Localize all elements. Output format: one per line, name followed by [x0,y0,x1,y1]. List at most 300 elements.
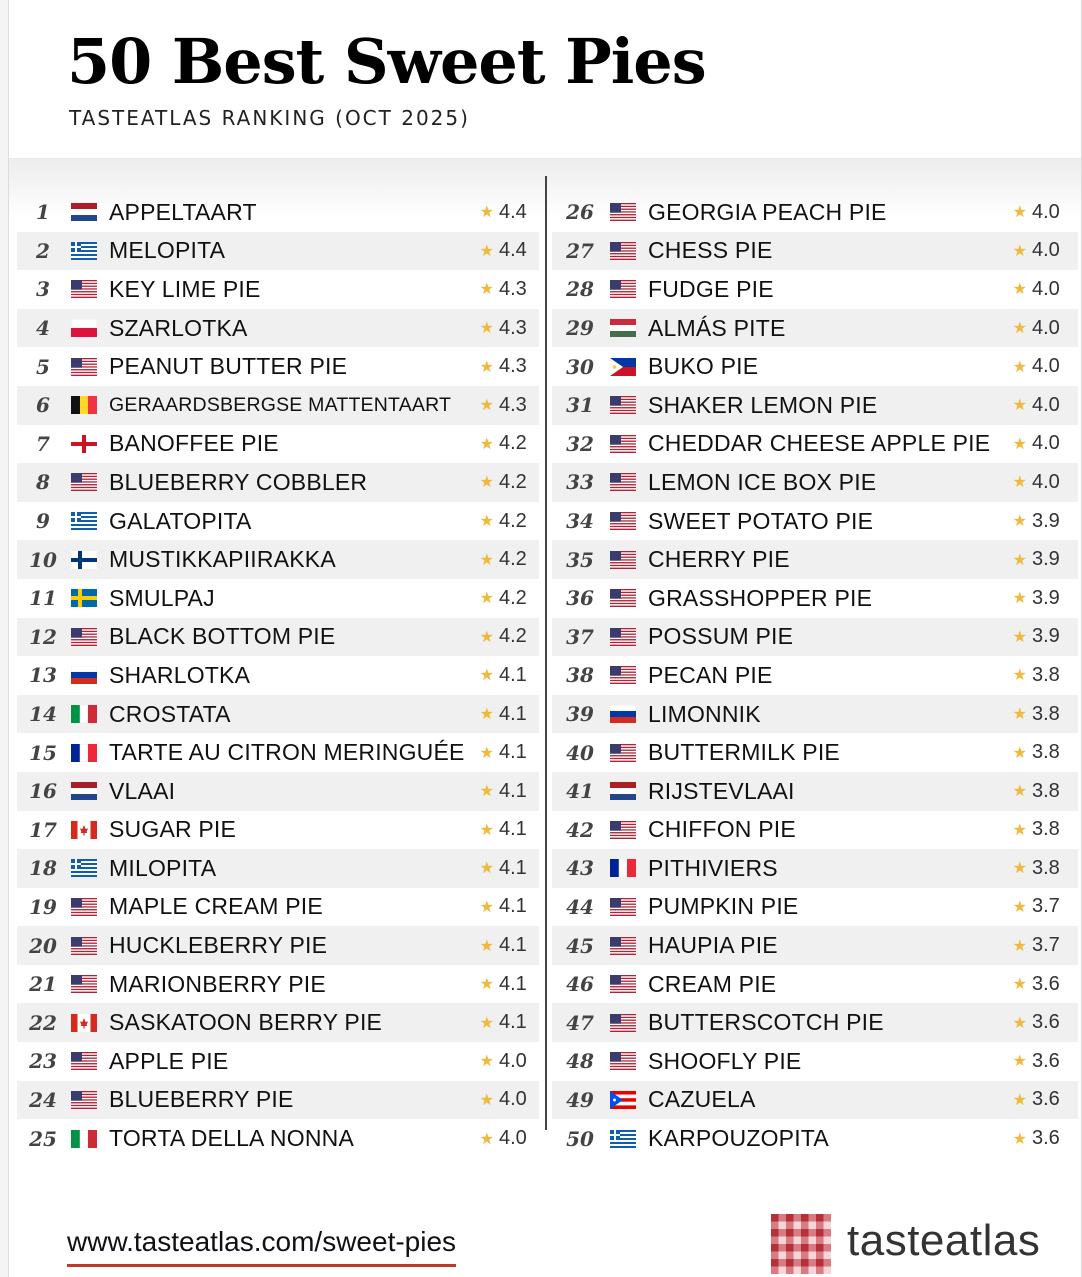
ranking-row[interactable] [552,811,1078,850]
rank-number: 8 [36,470,50,495]
flag-us-icon [71,937,97,955]
pie-name[interactable]: PECAN PIE [648,661,773,688]
star-icon: ★ [479,898,494,916]
rank-number: 4 [36,316,50,341]
star-icon: ★ [479,242,494,260]
pie-name[interactable]: ALMÁS PITE [648,314,786,341]
rating-value: 3.6 [1032,1011,1060,1034]
flag-pl-icon [71,319,97,337]
rank-number: 1 [36,200,50,225]
page-subtitle: TASTEATLAS RANKING (OCT 2025) [69,106,470,130]
star-icon: ★ [1012,1130,1027,1148]
star-icon: ★ [479,821,494,839]
ranking-row[interactable] [552,1119,1078,1158]
rating-value: 4.2 [499,509,527,532]
rating-value: 3.7 [1032,934,1060,957]
rating-value: 4.1 [499,741,527,764]
rank-number: 23 [29,1049,57,1074]
star-icon: ★ [479,513,494,531]
pie-name[interactable]: GALATOPITA [109,507,252,534]
ranking-row[interactable] [552,888,1078,927]
ranking-row[interactable] [552,656,1078,695]
star-icon: ★ [479,358,494,376]
column-divider [545,176,547,1130]
pie-name[interactable]: SHARLOTKA [109,661,251,688]
ranking-row[interactable] [552,309,1078,348]
rating-value: 4.0 [1032,277,1060,300]
flag-us-icon [71,473,97,491]
pie-name[interactable]: BLUEBERRY PIE [109,1086,294,1113]
pie-name[interactable]: MUSTIKKAPIIRAKKA [109,546,336,573]
flag-nl-icon [71,782,97,800]
rank-number: 32 [566,431,594,456]
ranking-row[interactable] [17,618,539,657]
flag-se-icon [71,589,97,607]
ranking-row[interactable] [17,849,539,888]
star-icon: ★ [1012,435,1027,453]
rank-number: 3 [36,277,50,302]
rating-value: 3.7 [1032,895,1060,918]
ranking-row[interactable] [17,270,539,309]
pie-name[interactable]: SHAKER LEMON PIE [648,391,878,418]
ranking-row[interactable] [552,270,1078,309]
pie-name[interactable]: BLACK BOTTOM PIE [109,623,336,650]
ranking-row[interactable] [17,772,539,811]
pie-name[interactable]: POSSUM PIE [648,623,794,650]
flag-pr-icon [610,1091,636,1109]
flag-hu-icon [610,319,636,337]
pie-name[interactable]: CHEDDAR CHEESE APPLE PIE [648,430,991,457]
pie-name[interactable]: HAUPIA PIE [648,932,778,959]
pie-name[interactable]: PITHIVIERS [648,854,778,881]
flag-us-icon [610,512,636,530]
flag-us-icon [71,628,97,646]
rank-number: 48 [566,1049,594,1074]
flag-us-icon [610,242,636,260]
ranking-row[interactable] [552,347,1078,386]
star-icon: ★ [1012,474,1027,492]
star-icon: ★ [1012,242,1027,260]
flag-us-icon [610,473,636,491]
rank-number: 49 [566,1087,594,1112]
ranking-row[interactable] [552,463,1078,502]
pie-name[interactable]: MELOPITA [109,237,226,264]
ranking-row[interactable] [552,733,1078,772]
rank-number: 19 [29,894,57,919]
pie-name[interactable]: LEMON ICE BOX PIE [648,468,877,495]
flag-gr-icon [71,859,97,877]
rating-value: 3.8 [1032,779,1060,802]
ranking-row[interactable] [17,926,539,965]
flag-nl-icon [610,782,636,800]
rating-value: 3.8 [1032,856,1060,879]
rating-value: 4.1 [499,663,527,686]
pie-name[interactable]: VLAAI [109,777,176,804]
star-icon: ★ [1012,358,1027,376]
rating-value: 4.0 [499,1088,527,1111]
rating-value: 4.1 [499,972,527,995]
rank-number: 46 [566,972,594,997]
rank-number: 41 [566,779,594,804]
ranking-row[interactable] [17,579,539,618]
ranking-row[interactable] [552,193,1078,232]
ranking-row[interactable] [17,309,539,348]
rating-value: 4.0 [1032,470,1060,493]
star-icon: ★ [1012,667,1027,685]
star-icon: ★ [479,397,494,415]
rating-value: 4.0 [1032,355,1060,378]
flag-us-icon [610,203,636,221]
pie-name[interactable]: GEORGIA PEACH PIE [648,198,887,225]
pie-name[interactable]: CHESS PIE [648,237,773,264]
star-icon: ★ [479,1053,494,1071]
rank-number: 21 [29,972,57,997]
pie-name[interactable]: FUDGE PIE [648,275,774,302]
rank-number: 11 [29,586,57,611]
star-icon: ★ [479,1014,494,1032]
star-icon: ★ [479,1130,494,1148]
rank-number: 13 [29,663,57,688]
flag-it-icon [71,705,97,723]
rating-value: 3.8 [1032,818,1060,841]
flag-us-icon [610,666,636,684]
rating-value: 3.6 [1032,1127,1060,1150]
ranking-row[interactable] [17,540,539,579]
ranking-column-left [17,193,539,1158]
ranking-row[interactable] [17,811,539,850]
rank-number: 17 [29,817,57,842]
flag-us-icon [71,1052,97,1070]
flag-nl-icon [71,203,97,221]
rank-number: 14 [29,702,57,727]
rank-number: 40 [566,740,594,765]
star-icon: ★ [1012,281,1027,299]
rank-number: 37 [566,624,594,649]
ranking-row[interactable] [17,502,539,541]
ranking-row[interactable] [17,1119,539,1158]
flag-en-icon [71,435,97,453]
pie-name[interactable]: MAPLE CREAM PIE [109,893,323,920]
star-icon: ★ [1012,513,1027,531]
flag-fi-icon [71,551,97,569]
rating-value: 4.0 [499,1049,527,1072]
pie-name[interactable]: RIJSTEVLAAI [648,777,795,804]
rating-value: 4.0 [1032,432,1060,455]
rating-value: 4.2 [499,625,527,648]
ranking-row[interactable] [552,1081,1078,1120]
ranking-row[interactable] [552,772,1078,811]
ranking-row[interactable] [552,425,1078,464]
rating-value: 4.0 [1032,200,1060,223]
rating-value: 4.3 [499,277,527,300]
pie-name[interactable]: SASKATOON BERRY PIE [109,1009,383,1036]
flag-us-icon [71,1091,97,1109]
rank-number: 43 [566,856,594,881]
rank-number: 38 [566,663,594,688]
rating-value: 4.3 [499,355,527,378]
rank-number: 33 [566,470,594,495]
rating-value: 3.6 [1032,1088,1060,1111]
star-icon: ★ [479,435,494,453]
rank-number: 50 [566,1126,594,1151]
pie-name[interactable]: PUMPKIN PIE [648,893,799,920]
rating-value: 4.1 [499,702,527,725]
rating-value: 4.3 [499,316,527,339]
star-icon: ★ [1012,783,1027,801]
rank-number: 20 [29,933,57,958]
ranking-row[interactable] [17,193,539,232]
pie-name[interactable]: BUTTERSCOTCH PIE [648,1009,884,1036]
pie-name[interactable]: HUCKLEBERRY PIE [109,932,328,959]
ranking-row[interactable] [552,1003,1078,1042]
rating-value: 4.0 [1032,393,1060,416]
flag-fr-icon [610,859,636,877]
flag-us-icon [610,821,636,839]
flag-be-icon [71,396,97,414]
rank-number: 26 [566,200,594,225]
ranking-row[interactable] [17,733,539,772]
ranking-row[interactable] [17,425,539,464]
pie-name[interactable]: BUTTERMILK PIE [648,739,840,766]
rating-value: 4.2 [499,432,527,455]
flag-us-icon [71,358,97,376]
pie-name[interactable]: BANOFFEE PIE [109,430,279,457]
star-icon: ★ [479,744,494,762]
rating-value: 3.8 [1032,663,1060,686]
flag-gr-icon [71,242,97,260]
rank-number: 16 [29,779,57,804]
flag-us-icon [610,280,636,298]
rank-number: 6 [36,393,50,418]
footer-url-link[interactable]: www.tasteatlas.com/sweet-pies [67,1226,456,1267]
star-icon: ★ [1012,551,1027,569]
rank-number: 24 [29,1087,57,1112]
flag-it-icon [71,1130,97,1148]
pie-name[interactable]: TARTE AU CITRON MERINGUÉE [109,739,465,766]
rating-value: 3.9 [1032,625,1060,648]
ranking-row[interactable] [17,347,539,386]
flag-ph-icon [610,358,636,376]
ranking-row[interactable] [552,849,1078,888]
rank-number: 42 [566,817,594,842]
pie-name[interactable]: GERAARDSBERGSE MATTENTAART [109,393,452,416]
checkered-tablecloth-icon [771,1214,831,1274]
ranking-row[interactable] [552,965,1078,1004]
ranking-row[interactable] [17,1003,539,1042]
ranking-row[interactable] [17,695,539,734]
rank-number: 18 [29,856,57,881]
pie-name[interactable]: MILOPITA [109,854,217,881]
rating-value: 4.2 [499,548,527,571]
rating-value: 3.9 [1032,586,1060,609]
star-icon: ★ [479,706,494,724]
pie-name[interactable]: SZARLOTKA [109,314,248,341]
star-icon: ★ [1012,590,1027,608]
pie-name[interactable]: LIMONNIK [648,700,761,727]
pie-name[interactable]: PEANUT BUTTER PIE [109,353,348,380]
star-icon: ★ [479,783,494,801]
rank-number: 15 [29,740,57,765]
rank-number: 34 [566,509,594,534]
ranking-row[interactable] [552,502,1078,541]
rank-number: 44 [566,894,594,919]
pie-name[interactable]: KEY LIME PIE [109,275,261,302]
rating-value: 4.1 [499,1011,527,1034]
rank-number: 29 [566,316,594,341]
page-title: 50 Best Sweet Pies [67,25,706,98]
rank-number: 5 [36,354,50,379]
flag-us-icon [610,975,636,993]
star-icon: ★ [479,667,494,685]
flag-us-icon [610,744,636,762]
flag-ru-icon [610,705,636,723]
pie-name[interactable]: CHIFFON PIE [648,816,796,843]
rank-number: 45 [566,933,594,958]
pie-name[interactable]: APPELTAART [109,198,257,225]
star-icon: ★ [479,551,494,569]
star-icon: ★ [479,628,494,646]
ranking-row[interactable] [17,656,539,695]
rating-value: 3.9 [1032,509,1060,532]
star-icon: ★ [1012,976,1027,994]
rank-number: 2 [36,238,50,263]
rank-number: 47 [566,1010,594,1035]
flag-us-icon [610,551,636,569]
rank-number: 39 [566,702,594,727]
rating-value: 4.1 [499,818,527,841]
star-icon: ★ [1012,1014,1027,1032]
pie-name[interactable]: TORTA DELLA NONNA [109,1125,354,1152]
pie-name[interactable]: BUKO PIE [648,353,759,380]
star-icon: ★ [1012,1053,1027,1071]
ranking-row[interactable] [552,579,1078,618]
ranking-row[interactable] [17,232,539,271]
star-icon: ★ [1012,320,1027,338]
ranking-row[interactable] [552,232,1078,271]
ranking-row[interactable] [17,965,539,1004]
brand-logo-text: tasteatlas [847,1216,1041,1265]
ranking-page [8,0,1082,1277]
rank-number: 36 [566,586,594,611]
pie-name[interactable]: KARPOUZOPITA [648,1125,829,1152]
rank-number: 31 [566,393,594,418]
flag-us-icon [610,589,636,607]
star-icon: ★ [479,204,494,222]
rating-value: 4.1 [499,779,527,802]
pie-name[interactable]: BLUEBERRY COBBLER [109,468,368,495]
flag-us-icon [610,1014,636,1032]
rank-number: 10 [29,547,57,572]
ranking-row[interactable] [17,386,539,425]
star-icon: ★ [479,281,494,299]
pie-name[interactable]: SUGAR PIE [109,816,237,843]
pie-name[interactable]: CREAM PIE [648,970,777,997]
star-icon: ★ [479,976,494,994]
star-icon: ★ [1012,628,1027,646]
rating-value: 4.3 [499,393,527,416]
star-icon: ★ [1012,744,1027,762]
flag-us-icon [610,628,636,646]
ranking-row[interactable] [17,463,539,502]
pie-name[interactable]: SWEET POTATO PIE [648,507,874,534]
rank-number: 27 [566,238,594,263]
flag-us-icon [610,937,636,955]
star-icon: ★ [479,590,494,608]
ranking-row[interactable] [552,1042,1078,1081]
ranking-row[interactable] [552,695,1078,734]
flag-gr-icon [71,512,97,530]
ranking-row[interactable] [17,1042,539,1081]
rank-number: 22 [29,1010,57,1035]
rating-value: 4.0 [499,1127,527,1150]
ranking-row[interactable] [552,926,1078,965]
star-icon: ★ [1012,860,1027,878]
star-icon: ★ [1012,937,1027,955]
flag-gr-icon [610,1130,636,1148]
star-icon: ★ [479,1091,494,1109]
ranking-column-right [552,193,1078,1158]
rating-value: 4.2 [499,470,527,493]
rating-value: 4.4 [499,239,527,262]
star-icon: ★ [479,474,494,492]
rating-value: 4.4 [499,200,527,223]
flag-fr-icon [71,744,97,762]
rank-number: 7 [36,431,50,456]
pie-name[interactable]: SHOOFLY PIE [648,1047,802,1074]
flag-us-icon [610,396,636,414]
pie-name[interactable]: MARIONBERRY PIE [109,970,326,997]
ranking-row[interactable] [552,618,1078,657]
ranking-list [9,158,1081,1178]
flag-us-icon [71,280,97,298]
flag-ca-icon [71,821,97,839]
flag-ca-icon [71,1014,97,1032]
flag-us-icon [610,1052,636,1070]
rating-value: 3.8 [1032,741,1060,764]
star-icon: ★ [1012,1091,1027,1109]
rating-value: 4.2 [499,586,527,609]
pie-name[interactable]: CHERRY PIE [648,546,790,573]
rating-value: 4.0 [1032,239,1060,262]
star-icon: ★ [1012,898,1027,916]
ranking-row[interactable] [17,888,539,927]
ranking-row[interactable] [17,1081,539,1120]
pie-name[interactable]: GRASSHOPPER PIE [648,584,873,611]
star-icon: ★ [479,860,494,878]
rating-value: 4.0 [1032,316,1060,339]
star-icon: ★ [479,320,494,338]
rating-value: 4.1 [499,856,527,879]
rank-number: 9 [36,509,50,534]
flag-us-icon [610,435,636,453]
star-icon: ★ [1012,821,1027,839]
rank-number: 35 [566,547,594,572]
rating-value: 3.9 [1032,548,1060,571]
rating-value: 4.1 [499,895,527,918]
pie-name[interactable]: CROSTATA [109,700,231,727]
flag-ru-icon [71,666,97,684]
rating-value: 3.8 [1032,702,1060,725]
star-icon: ★ [1012,706,1027,724]
pie-name[interactable]: SMULPAJ [109,584,215,611]
pie-name[interactable]: CAZUELA [648,1086,756,1113]
rank-number: 25 [29,1126,57,1151]
flag-us-icon [71,898,97,916]
ranking-row[interactable] [552,540,1078,579]
pie-name[interactable]: APPLE PIE [109,1047,229,1074]
ranking-row[interactable] [552,386,1078,425]
rating-value: 3.6 [1032,1049,1060,1072]
